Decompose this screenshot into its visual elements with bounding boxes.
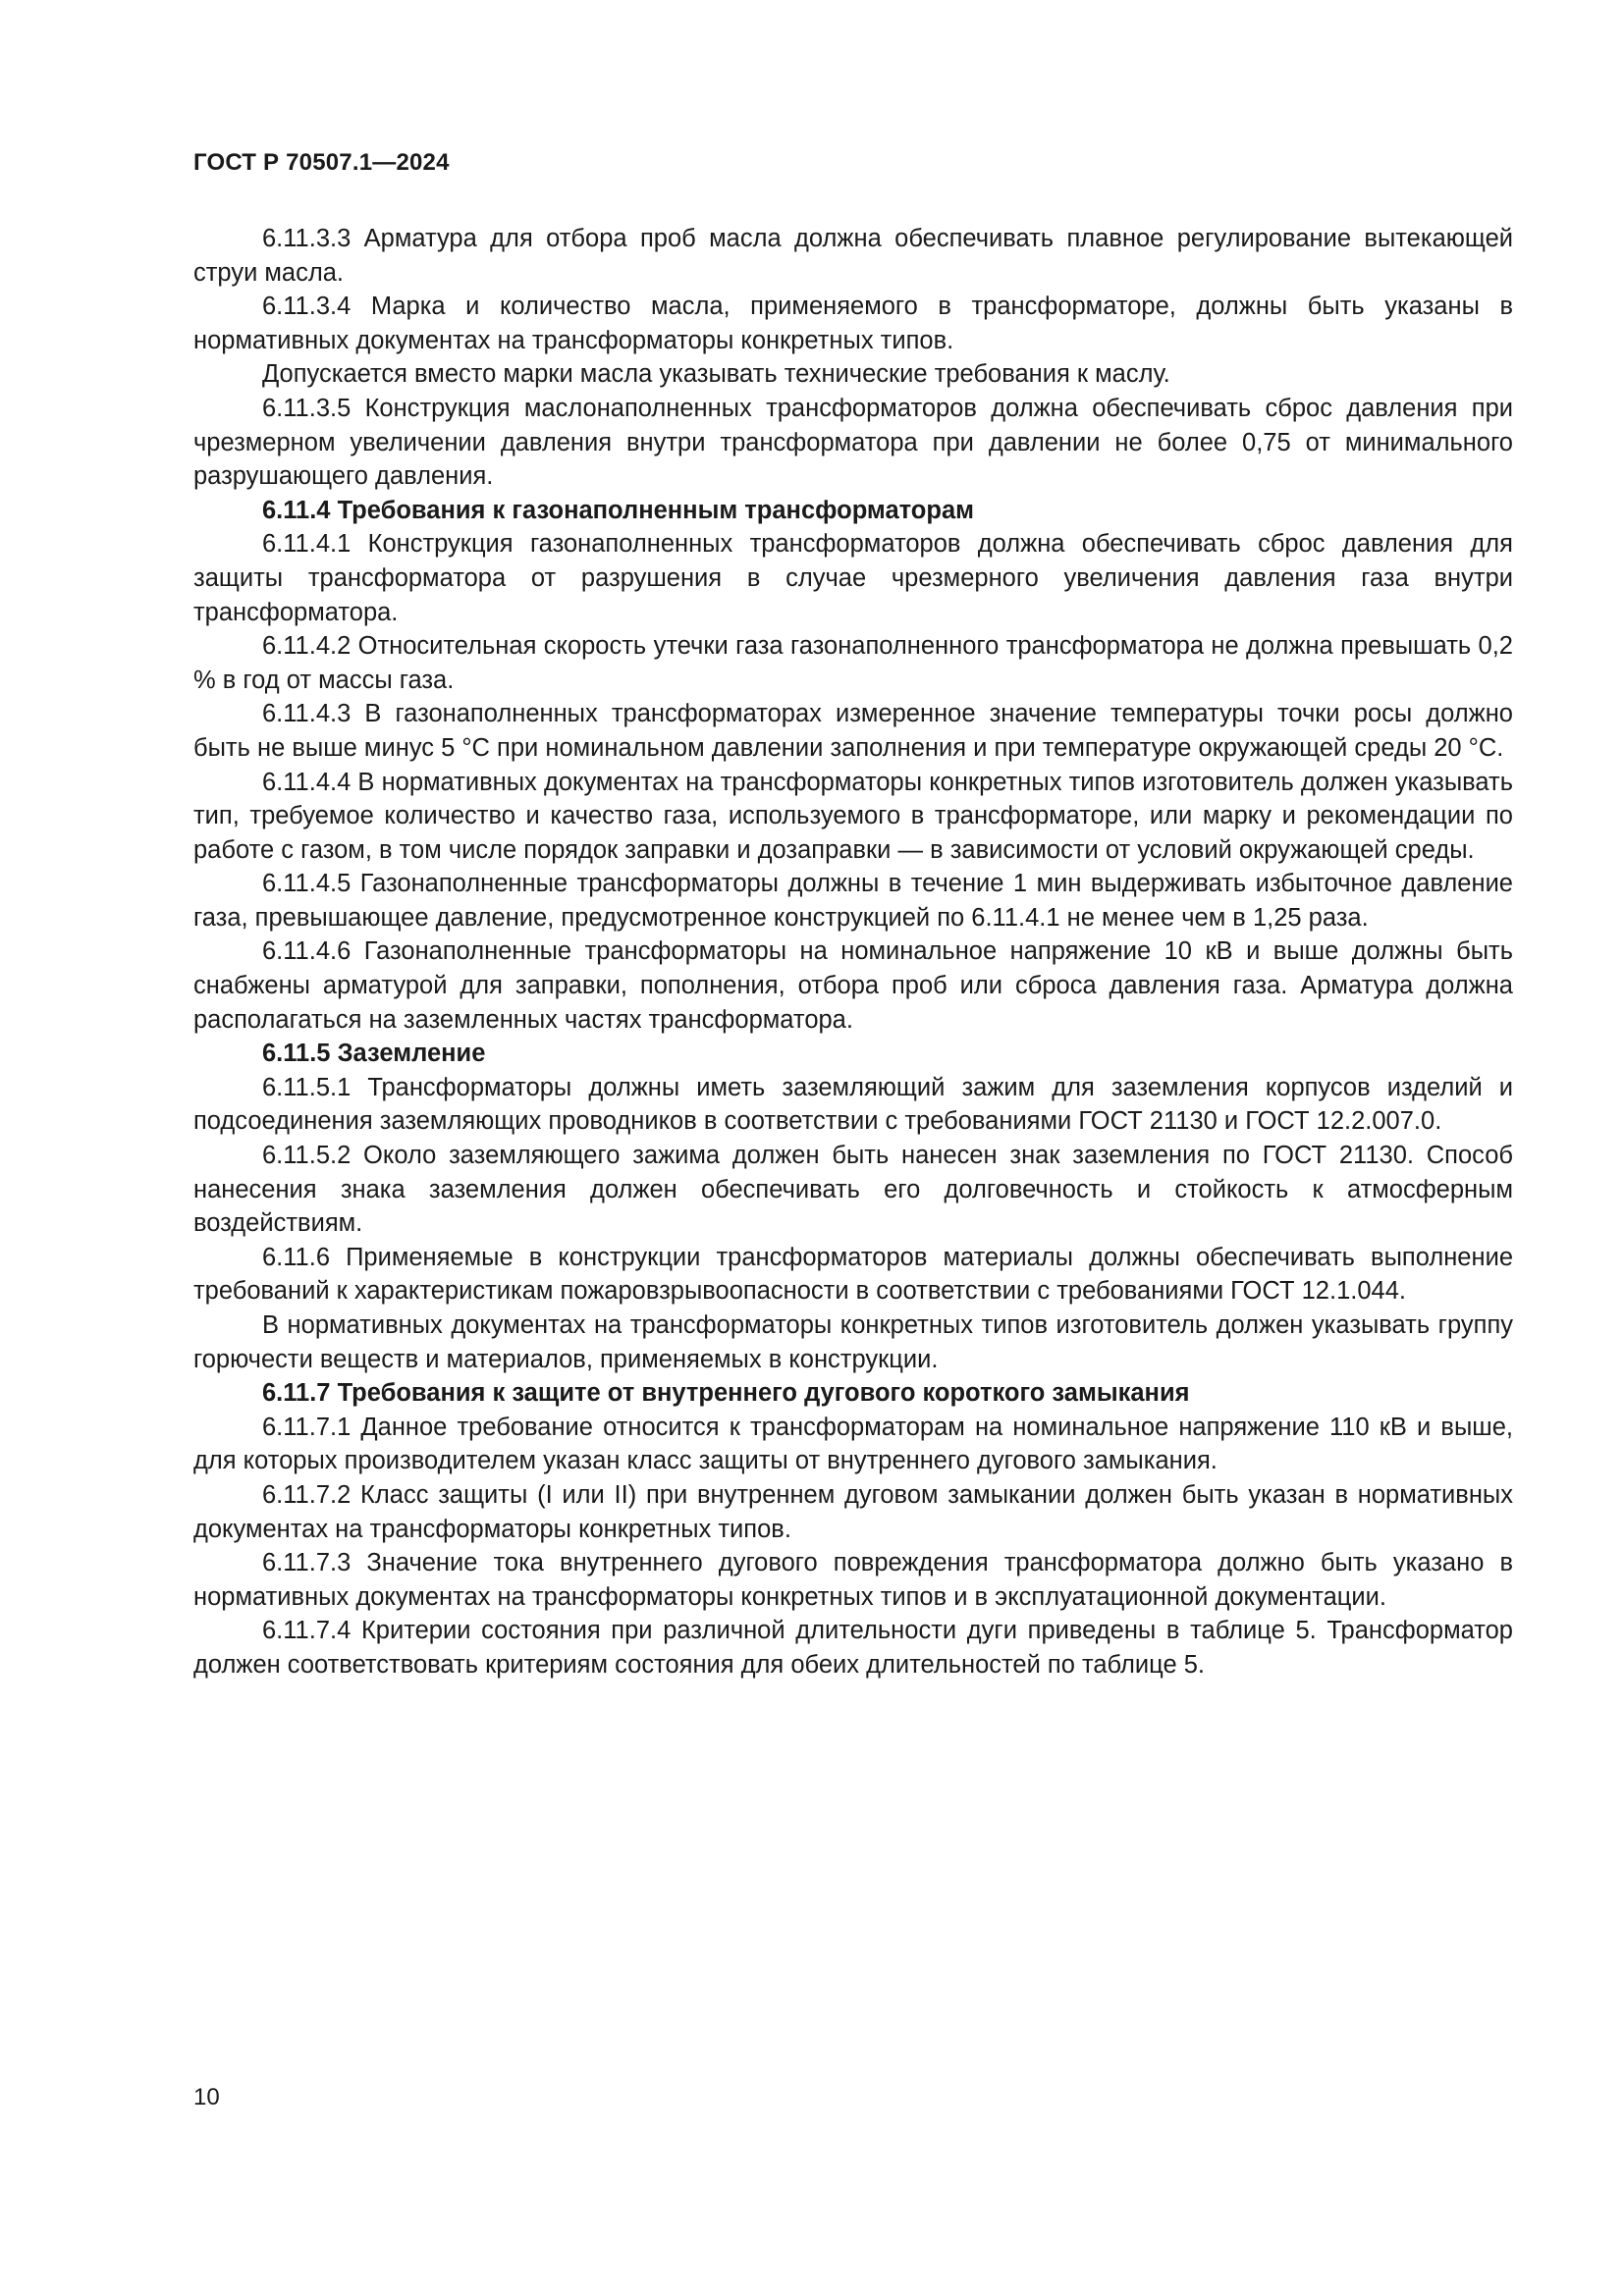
paragraph-6-11-4-3: 6.11.4.3 В газонаполненных трансформаторах измеренное значение температуры точки росы должно быть не выше минус 5 °С при номинальном давлении заполнения и при температуре окружающей среды 20 °С.	[193, 700, 1513, 762]
paragraph-flammability-note: В нормативных документах на трансформаторы конкретных типов изготовитель должен указывать группу горючести веществ и материалов, применяемых в конструкции.	[193, 1311, 1513, 1373]
paragraph-6-11-5-2: 6.11.5.2 Около заземляющего зажима должен быть нанесен знак заземления по ГОСТ 21130. Способ нанесения знака заземления должен обеспечивать его долговечность и стойкость к атмосферным воздействиям.	[193, 1142, 1513, 1238]
section-heading-6-11-5: 6.11.5 Заземление	[262, 1040, 486, 1068]
paragraph-6-11-3-3: 6.11.3.3 Арматура для отбора проб масла должна обеспечивать плавное регулирование вытекающей струи масла.	[193, 225, 1513, 287]
section-heading-6-11-7: 6.11.7 Требования к защите от внутреннего дугового короткого замыкания	[262, 1379, 1190, 1408]
paragraph-6-11-4-5: 6.11.4.5 Газонаполненные трансформаторы должны в течение 1 мин выдерживать избыточное давление газа, превышающее давление, предусмотренное конструкцией по 6.11.4.1 не менее чем в 1,25 раза.	[193, 870, 1513, 932]
page-number: 10	[193, 2084, 220, 2110]
paragraph-6-11-4-4: 6.11.4.4 В нормативных документах на трансформаторы конкретных типов изготовитель должен указывать тип, требуемое количество и качество газа, используемого в трансформаторе, или марку и рекомендации по работе с газом, в том числе порядок заправки и дозаправки — в зависимости от условий окружающей среды.	[193, 768, 1513, 864]
section-heading-6-11-4: 6.11.4 Требования к газонаполненным трансформаторам	[262, 496, 974, 524]
paragraph-6-11-7-1: 6.11.7.1 Данное требование относится к трансформаторам на номинальное напряжение 110 кВ и выше, для которых производителем указан класс защиты от внутреннего дугового замыкания.	[193, 1413, 1513, 1475]
document-header: ГОСТ Р 70507.1—2024	[193, 149, 450, 176]
paragraph-6-11-7-4: 6.11.7.4 Критерии состояния при различной длительности дуги приведены в таблице 5. Трансформатор должен соответствовать критериям состояния для обеих длительностей по таблице 5.	[193, 1617, 1513, 1679]
paragraph-6-11-3-5: 6.11.3.5 Конструкция маслонаполненных трансформаторов должна обеспечивать сброс давления при чрезмерном увеличении давления внутри трансформатора при давлении не более 0,75 от минимального разрушающего давления.	[193, 394, 1513, 491]
paragraph-6-11-4-1: 6.11.4.1 Конструкция газонаполненных трансформаторов должна обеспечивать сброс давления для защиты трансформатора от разрушения в случае чрезмерного увеличения давления газа внутри трансформатора.	[193, 530, 1513, 626]
paragraph-6-11-4-2: 6.11.4.2 Относительная скорость утечки газа газонаполненного трансформатора не должна превышать 0,2 % в год от массы газа.	[193, 632, 1513, 694]
paragraph-6-11-6: 6.11.6 Применяемые в конструкции трансформаторов материалы должны обеспечивать выполнение требований к характеристикам пожаровзрывоопасности в соответствии с требованиями ГОСТ 12.1.044.	[193, 1243, 1513, 1306]
paragraph-oil-note: Допускается вместо марки масла указывать технические требования к маслу.	[262, 360, 1170, 389]
paragraph-6-11-5-1: 6.11.5.1 Трансформаторы должны иметь заземляющий зажим для заземления корпусов изделий и подсоединения заземляющих проводников в соответствии с требованиями ГОСТ 21130 и ГОСТ 12.2.007.0.	[193, 1073, 1513, 1136]
paragraph-6-11-7-3: 6.11.7.3 Значение тока внутреннего дугового повреждения трансформатора должно быть указано в нормативных документах на трансформаторы конкретных типов и в эксплуатационной документации.	[193, 1549, 1513, 1611]
paragraph-6-11-4-6: 6.11.4.6 Газонаполненные трансформаторы на номинальное напряжение 10 кВ и выше должны быть снабжены арматурой для заправки, пополнения, отбора проб или сброса давления газа. Арматура должна располагаться на заземленных частях трансформатора.	[193, 937, 1513, 1034]
paragraph-6-11-7-2: 6.11.7.2 Класс защиты (I или II) при внутреннем дуговом замыкании должен быть указан в нормативных документах на трансформаторы конкретных типов.	[193, 1480, 1513, 1543]
paragraph-6-11-3-4: 6.11.3.4 Марка и количество масла, применяемого в трансформаторе, должны быть указаны в нормативных документах на трансформаторы конкретных типов.	[193, 293, 1513, 354]
document-body	[193, 222, 1513, 1682]
